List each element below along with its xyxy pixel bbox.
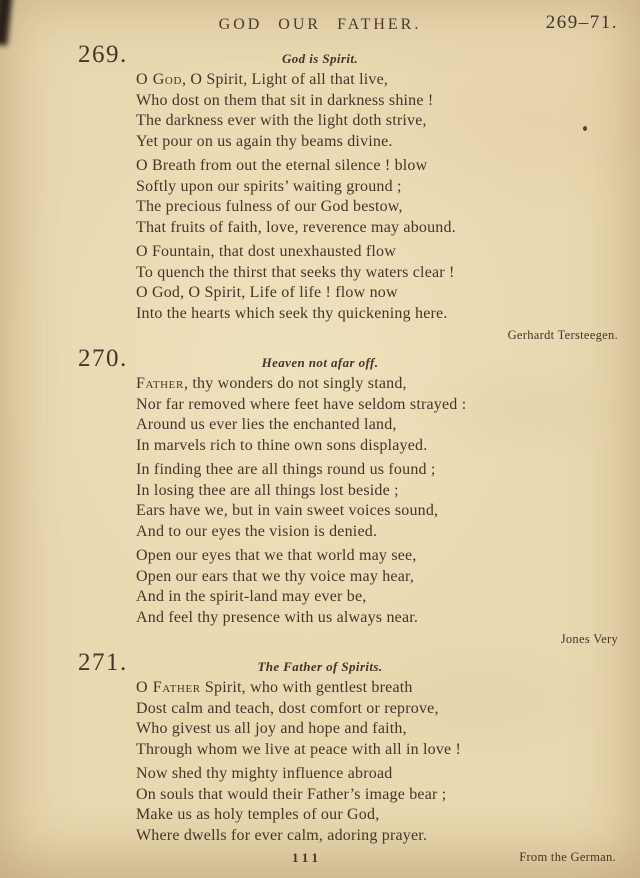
line-text: Spirit, who with gentlest breath	[200, 679, 413, 696]
hymn-header	[0, 345, 640, 374]
line-text: Nor far removed where feet have seldom strayed :	[136, 395, 467, 413]
verse-line	[136, 242, 640, 263]
verse-line	[136, 608, 640, 629]
line-text: Now shed thy mighty influence abroad	[136, 765, 393, 782]
verse-line	[136, 132, 640, 153]
line-text: Make us as holy temples of our God,	[136, 806, 380, 823]
line-text: To quench the thirst that seeks thy waters clear !	[136, 263, 455, 281]
scan-speck	[583, 126, 587, 131]
hymn-title: Heaven not afar off.	[261, 355, 379, 370]
line-text: Through whom we live at peace with all in love !	[136, 740, 462, 758]
line-text: O Fountain, that dost unexhausted flow	[136, 243, 397, 260]
line-text: , O Spirit, Light of all that live,	[182, 71, 389, 88]
hymn-number: 270.	[78, 345, 128, 372]
verse-line	[136, 522, 640, 543]
hymn-title: God is Spirit.	[281, 51, 359, 66]
page-footer	[0, 850, 640, 866]
running-title: GOD OUR FATHER.	[218, 16, 422, 33]
stanza	[136, 678, 640, 760]
line-text: Who givest us all joy and hope and faith,	[136, 720, 407, 737]
verse-line	[136, 91, 640, 112]
line-text: Dost calm and teach, dost comfort or reprove,	[136, 699, 439, 717]
line-lead: O God	[136, 71, 182, 88]
line-text: Ears have we, but in vain sweet voices sound,	[136, 502, 439, 519]
verse-line	[136, 283, 640, 304]
line-text: On souls that would their Father’s image bear ;	[136, 785, 447, 803]
stanza	[136, 374, 640, 456]
hymn-271	[0, 649, 640, 846]
verse-line	[136, 218, 640, 239]
line-text: Yet pour on us again thy beams divine.	[136, 132, 393, 150]
verse-line	[136, 546, 640, 567]
verse-line	[136, 263, 640, 284]
verse-line	[136, 415, 640, 436]
hymn-270	[0, 345, 640, 646]
line-text: Softly upon our spirits’ waiting ground ;	[136, 177, 402, 195]
hymn-range: 269–71.	[545, 12, 618, 33]
stanza	[136, 242, 640, 324]
hymn-number: 269.	[78, 41, 128, 68]
verse-line	[136, 111, 640, 132]
line-text: In finding thee are all things round us found ;	[136, 461, 436, 478]
stanza	[136, 546, 640, 628]
line-text: Open our ears that we thy voice may hear,	[136, 567, 415, 585]
line-text: And feel thy presence with us always near.	[136, 608, 419, 626]
hymn-number: 271.	[78, 649, 128, 676]
verse-line	[136, 740, 640, 761]
hymn-attribution: Jones Very	[560, 632, 618, 646]
verse-line	[136, 699, 640, 720]
line-text: And in the spirit-land may ever be,	[136, 588, 367, 605]
verse-line	[136, 436, 640, 457]
hymn-attribution: From the German.	[519, 850, 616, 864]
stanza	[136, 70, 640, 152]
verse-line	[136, 395, 640, 416]
verse-line	[136, 826, 640, 847]
line-text: That fruits of faith, love, reverence may abound.	[136, 218, 456, 236]
hymn-269	[0, 41, 640, 342]
stanza	[136, 460, 640, 542]
hymn-header	[0, 649, 640, 678]
verse-line	[136, 177, 640, 198]
verse-line	[136, 197, 640, 218]
verse-line	[136, 719, 640, 740]
verse-line	[136, 156, 640, 177]
stanza	[136, 764, 640, 846]
line-lead: Father	[136, 375, 184, 392]
stanza	[136, 156, 640, 238]
line-text: O God, O Spirit, Life of life ! flow now	[136, 284, 398, 301]
line-text: O Breath from out the eternal silence ! blow	[136, 157, 428, 174]
verse-line	[136, 805, 640, 826]
verse-line	[136, 70, 640, 91]
hymn-header	[0, 41, 640, 70]
verse-line	[136, 587, 640, 608]
line-lead: O Father	[136, 679, 201, 696]
line-text: Who dost on them that sit in darkness shine !	[136, 91, 434, 109]
verse-line	[136, 374, 640, 395]
line-text: The darkness ever with the light doth strive,	[136, 112, 427, 129]
verse-line	[136, 460, 640, 481]
line-text: Where dwells for ever calm, adoring prayer.	[136, 826, 428, 844]
line-text: Into the hearts which seek thy quickening here.	[136, 304, 448, 322]
verse-line	[136, 304, 640, 325]
verse-line	[136, 501, 640, 522]
line-text: And to our eyes the vision is denied.	[136, 522, 378, 540]
page-number: 111	[291, 850, 323, 865]
verse-line	[136, 785, 640, 806]
hymn-attribution: Gerhardt Tersteegen.	[507, 328, 618, 342]
verse-line	[136, 567, 640, 588]
verse-line	[136, 678, 640, 699]
line-text: Open our eyes that we that world may see,	[136, 547, 417, 564]
running-head	[0, 0, 640, 38]
line-text: In losing thee are all things lost beside ;	[136, 481, 399, 499]
verse-line	[136, 764, 640, 785]
verse-line	[136, 481, 640, 502]
hymn-title: The Father of Spirits.	[257, 659, 383, 674]
line-text: The precious fulness of our God bestow,	[136, 198, 403, 215]
line-text: , thy wonders do not singly stand,	[183, 375, 407, 392]
line-text: Around us ever lies the enchanted land,	[136, 416, 397, 433]
line-text: In marvels rich to thine own sons displayed.	[136, 436, 428, 454]
